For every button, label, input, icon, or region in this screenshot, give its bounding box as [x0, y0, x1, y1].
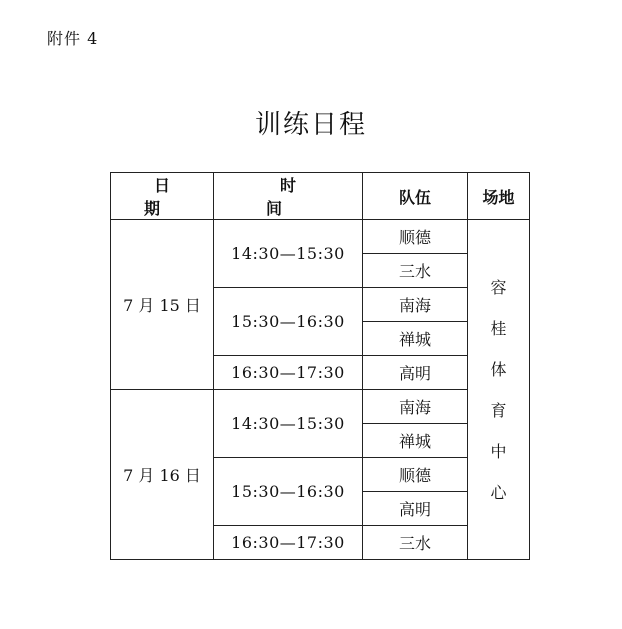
- time-cell: 15:30—16:30: [214, 288, 363, 356]
- table-row: [111, 390, 530, 424]
- time-cell: 14:30—15:30: [214, 220, 363, 288]
- team-cell: 南海: [363, 390, 468, 424]
- table-row: [111, 220, 530, 254]
- team-cell: 高明: [363, 492, 468, 526]
- venue-char: 育: [490, 400, 507, 420]
- venue-char: 桂: [490, 318, 507, 338]
- team-cell: 南海: [363, 288, 468, 322]
- attachment-label: 附件 4: [47, 29, 99, 48]
- header-time: 时 间: [214, 173, 363, 220]
- venue-cell: [468, 220, 530, 560]
- team-cell: 高明: [363, 356, 468, 390]
- venue-char: 心: [490, 482, 507, 502]
- venue-char: 中: [490, 441, 507, 461]
- time-cell: 16:30—17:30: [214, 356, 363, 390]
- header-team: 队伍: [363, 173, 468, 220]
- time-cell: 15:30—16:30: [214, 458, 363, 526]
- venue-char: 体: [490, 359, 507, 379]
- team-cell: 顺德: [363, 458, 468, 492]
- date-cell: 7 月 15 日: [111, 220, 214, 390]
- header-venue: 场地: [468, 173, 530, 220]
- venue-char: 容: [490, 277, 507, 297]
- document-title: 训练日程: [254, 110, 367, 140]
- time-cell: 14:30—15:30: [214, 390, 363, 458]
- team-cell: 三水: [363, 526, 468, 560]
- date-cell: 7 月 16 日: [111, 390, 214, 560]
- team-cell: 顺德: [363, 220, 468, 254]
- header-date: 日 期: [111, 173, 214, 220]
- team-cell: 禅城: [363, 322, 468, 356]
- time-cell: 16:30—17:30: [214, 526, 363, 560]
- training-schedule-table: [110, 172, 530, 560]
- table-header-row: [111, 173, 530, 220]
- team-cell: 三水: [363, 254, 468, 288]
- team-cell: 禅城: [363, 424, 468, 458]
